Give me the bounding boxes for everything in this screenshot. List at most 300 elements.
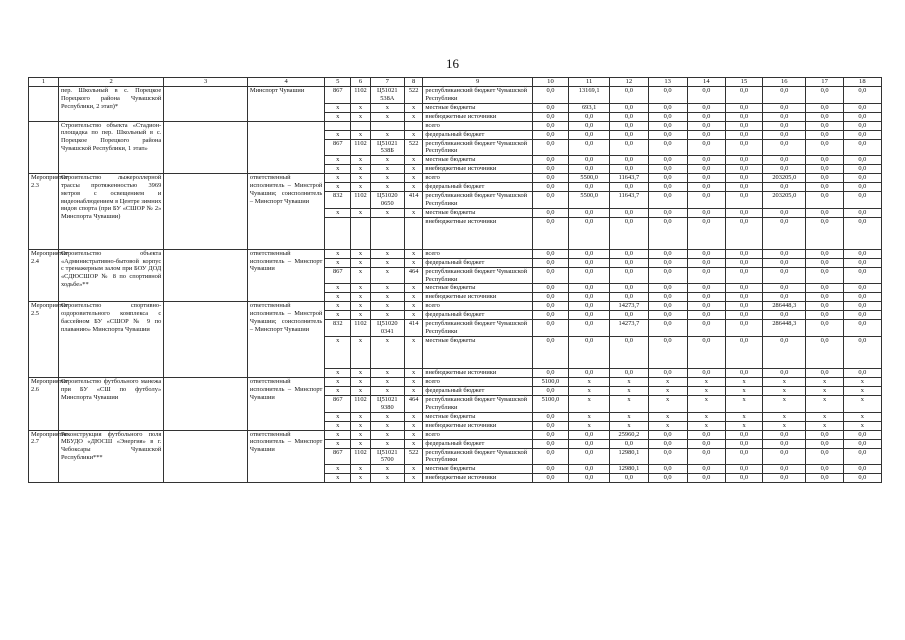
- value-cell: 0,0: [725, 217, 762, 249]
- funding-source: местные бюджеты: [423, 156, 532, 165]
- value-cell: 0,0: [687, 465, 725, 474]
- value-cell: x: [763, 377, 806, 386]
- value-cell: 0,0: [763, 208, 806, 217]
- value-cell: 0,0: [843, 448, 881, 465]
- value-cell: x: [687, 395, 725, 412]
- funding-source: местные бюджеты: [423, 465, 532, 474]
- funding-source: внебюджетные источники: [423, 421, 532, 430]
- value-cell: 0,0: [806, 249, 843, 258]
- value-cell: 0,0: [763, 183, 806, 192]
- value-cell: 0,0: [763, 284, 806, 293]
- funding-source: местные бюджеты: [423, 412, 532, 421]
- code-cell: x: [404, 156, 423, 165]
- value-cell: 0,0: [569, 439, 610, 448]
- code-cell: x: [325, 130, 351, 139]
- code-cell: 522: [404, 87, 423, 104]
- funding-source: всего: [423, 121, 532, 130]
- value-cell: 0,0: [843, 474, 881, 483]
- value-cell: 0,0: [687, 130, 725, 139]
- funding-source: федеральный бюджет: [423, 258, 532, 267]
- value-cell: 0,0: [569, 130, 610, 139]
- value-cell: 0,0: [843, 336, 881, 368]
- empty-cell: [164, 430, 248, 483]
- code-cell: x: [351, 165, 371, 174]
- value-cell: 0,0: [648, 430, 687, 439]
- code-cell: x: [404, 368, 423, 377]
- value-cell: 0,0: [843, 156, 881, 165]
- code-cell: x: [404, 302, 423, 311]
- measure-description: Реконструкция футбольного поля МБУДО «ДЮСШ «Энергия» в г. Чебоксары Чувашской Республики***: [58, 430, 163, 483]
- value-cell: 0,0: [569, 465, 610, 474]
- code-cell: x: [325, 465, 351, 474]
- empty-cell: [164, 174, 248, 250]
- value-cell: 0,0: [806, 192, 843, 209]
- value-cell: 0,0: [806, 320, 843, 337]
- value-cell: 0,0: [806, 336, 843, 368]
- value-cell: 0,0: [687, 258, 725, 267]
- code-cell: 1102: [351, 87, 371, 104]
- code-cell: 867: [325, 395, 351, 412]
- value-cell: 0,0: [532, 439, 568, 448]
- code-cell: x: [404, 130, 423, 139]
- value-cell: 0,0: [843, 311, 881, 320]
- value-cell: 0,0: [806, 217, 843, 249]
- code-cell: [325, 217, 351, 249]
- code-cell: x: [351, 377, 371, 386]
- code-cell: x: [370, 183, 404, 192]
- column-header: 11: [569, 78, 610, 87]
- executor: ответственный исполнитель – Минстрой Чувашии; соисполнитель – Минспорт Чувашии: [247, 174, 324, 250]
- value-cell: 0,0: [763, 112, 806, 121]
- code-cell: x: [370, 174, 404, 183]
- value-cell: x: [648, 395, 687, 412]
- column-header: 4: [247, 78, 324, 87]
- value-cell: 0,0: [648, 217, 687, 249]
- executor: ответственный исполнитель – Минспорт Чувашии: [247, 249, 324, 302]
- value-cell: 0,0: [569, 320, 610, 337]
- value-cell: 0,0: [648, 267, 687, 284]
- value-cell: 0,0: [648, 439, 687, 448]
- value-cell: 0,0: [610, 258, 648, 267]
- value-cell: 0,0: [569, 121, 610, 130]
- value-cell: 0,0: [532, 474, 568, 483]
- value-cell: 0,0: [763, 121, 806, 130]
- value-cell: 0,0: [532, 465, 568, 474]
- funding-source: внебюджетные источники: [423, 293, 532, 302]
- funding-source: местные бюджеты: [423, 103, 532, 112]
- value-cell: x: [569, 386, 610, 395]
- value-cell: 0,0: [687, 293, 725, 302]
- value-cell: 0,0: [806, 130, 843, 139]
- column-header: 17: [806, 78, 843, 87]
- value-cell: 0,0: [725, 208, 762, 217]
- value-cell: x: [843, 395, 881, 412]
- column-header: 15: [725, 78, 762, 87]
- value-cell: x: [763, 412, 806, 421]
- value-cell: 0,0: [569, 336, 610, 368]
- value-cell: 0,0: [532, 386, 568, 395]
- value-cell: 0,0: [806, 87, 843, 104]
- value-cell: 0,0: [610, 249, 648, 258]
- measure-id: [29, 87, 59, 122]
- value-cell: 0,0: [569, 165, 610, 174]
- value-cell: 0,0: [648, 87, 687, 104]
- column-header: 9: [423, 78, 532, 87]
- value-cell: 0,0: [843, 174, 881, 183]
- value-cell: 0,0: [725, 284, 762, 293]
- value-cell: 0,0: [806, 121, 843, 130]
- value-cell: 0,0: [687, 139, 725, 156]
- value-cell: 0,0: [725, 139, 762, 156]
- value-cell: 0,0: [763, 130, 806, 139]
- code-cell: x: [351, 183, 371, 192]
- value-cell: 0,0: [569, 430, 610, 439]
- code-cell: x: [325, 165, 351, 174]
- value-cell: 0,0: [648, 258, 687, 267]
- funding-source: республиканский бюджет Чувашской Республики: [423, 267, 532, 284]
- value-cell: 0,0: [806, 112, 843, 121]
- value-cell: x: [648, 377, 687, 386]
- value-cell: 0,0: [843, 217, 881, 249]
- code-cell: x: [404, 421, 423, 430]
- value-cell: x: [687, 377, 725, 386]
- value-cell: x: [843, 377, 881, 386]
- value-cell: 0,0: [725, 112, 762, 121]
- code-cell: Ц51020 0341: [370, 320, 404, 337]
- funding-source: республиканский бюджет Чувашской Республики: [423, 192, 532, 209]
- code-cell: x: [325, 311, 351, 320]
- value-cell: 0,0: [610, 165, 648, 174]
- funding-source: внебюджетные источники: [423, 368, 532, 377]
- code-cell: x: [351, 267, 371, 284]
- value-cell: 0,0: [763, 156, 806, 165]
- value-cell: 0,0: [843, 293, 881, 302]
- value-cell: 0,0: [725, 267, 762, 284]
- header-row: [29, 78, 882, 87]
- value-cell: x: [763, 386, 806, 395]
- code-cell: 522: [404, 139, 423, 156]
- value-cell: 0,0: [569, 284, 610, 293]
- code-cell: x: [404, 103, 423, 112]
- code-cell: x: [370, 465, 404, 474]
- code-cell: [404, 121, 423, 130]
- value-cell: 0,0: [806, 430, 843, 439]
- executor: ответственный исполнитель – Минспорт Чувашии: [247, 377, 324, 430]
- empty-cell: [164, 121, 248, 174]
- code-cell: x: [370, 386, 404, 395]
- column-header: 12: [610, 78, 648, 87]
- value-cell: x: [725, 412, 762, 421]
- value-cell: 0,0: [610, 336, 648, 368]
- value-cell: 0,0: [843, 87, 881, 104]
- code-cell: 1102: [351, 139, 371, 156]
- code-cell: x: [351, 284, 371, 293]
- code-cell: x: [404, 386, 423, 395]
- value-cell: 0,0: [687, 302, 725, 311]
- value-cell: 0,0: [806, 208, 843, 217]
- value-cell: 0,0: [806, 103, 843, 112]
- value-cell: 0,0: [843, 284, 881, 293]
- table-row: [29, 302, 882, 311]
- value-cell: 0,0: [806, 302, 843, 311]
- table-row: [29, 174, 882, 183]
- value-cell: 0,0: [610, 130, 648, 139]
- code-cell: x: [351, 103, 371, 112]
- code-cell: 832: [325, 320, 351, 337]
- code-cell: x: [351, 130, 371, 139]
- empty-cell: [164, 249, 248, 302]
- code-cell: [351, 121, 371, 130]
- value-cell: x: [648, 421, 687, 430]
- value-cell: 0,0: [648, 368, 687, 377]
- code-cell: x: [404, 465, 423, 474]
- empty-cell: [164, 377, 248, 430]
- value-cell: 0,0: [610, 368, 648, 377]
- value-cell: 0,0: [763, 139, 806, 156]
- code-cell: x: [370, 258, 404, 267]
- value-cell: 0,0: [843, 121, 881, 130]
- code-cell: x: [370, 208, 404, 217]
- value-cell: 0,0: [648, 293, 687, 302]
- value-cell: 5100,0: [532, 377, 568, 386]
- value-cell: 11643,7: [610, 174, 648, 183]
- value-cell: 0,0: [843, 465, 881, 474]
- code-cell: x: [370, 336, 404, 368]
- code-cell: x: [370, 267, 404, 284]
- value-cell: 5100,0: [532, 395, 568, 412]
- value-cell: 0,0: [610, 121, 648, 130]
- funding-source: федеральный бюджет: [423, 130, 532, 139]
- value-cell: 0,0: [843, 430, 881, 439]
- value-cell: 0,0: [763, 165, 806, 174]
- funding-source: местные бюджеты: [423, 208, 532, 217]
- value-cell: 0,0: [532, 320, 568, 337]
- value-cell: 0,0: [843, 139, 881, 156]
- value-cell: x: [687, 421, 725, 430]
- value-cell: 0,0: [763, 217, 806, 249]
- code-cell: x: [404, 112, 423, 121]
- value-cell: 0,0: [532, 165, 568, 174]
- value-cell: 0,0: [806, 267, 843, 284]
- value-cell: 0,0: [806, 439, 843, 448]
- code-cell: x: [325, 174, 351, 183]
- value-cell: 0,0: [725, 103, 762, 112]
- value-cell: 0,0: [687, 208, 725, 217]
- value-cell: 0,0: [687, 368, 725, 377]
- code-cell: x: [351, 421, 371, 430]
- code-cell: x: [404, 249, 423, 258]
- code-cell: x: [325, 474, 351, 483]
- value-cell: 0,0: [843, 439, 881, 448]
- code-cell: x: [351, 368, 371, 377]
- value-cell: 0,0: [806, 165, 843, 174]
- code-cell: x: [404, 412, 423, 421]
- code-cell: x: [325, 430, 351, 439]
- budget-table: [28, 77, 882, 483]
- code-cell: 464: [404, 395, 423, 412]
- code-cell: Ц51021 5700: [370, 448, 404, 465]
- value-cell: x: [725, 377, 762, 386]
- value-cell: x: [806, 421, 843, 430]
- code-cell: 1102: [351, 192, 371, 209]
- funding-source: всего: [423, 174, 532, 183]
- value-cell: x: [610, 395, 648, 412]
- value-cell: 0,0: [843, 103, 881, 112]
- code-cell: x: [351, 156, 371, 165]
- value-cell: 0,0: [532, 302, 568, 311]
- value-cell: 0,0: [532, 121, 568, 130]
- code-cell: x: [370, 293, 404, 302]
- value-cell: 0,0: [806, 258, 843, 267]
- value-cell: 0,0: [648, 103, 687, 112]
- value-cell: 0,0: [806, 368, 843, 377]
- value-cell: 203205,0: [763, 174, 806, 183]
- funding-source: республиканский бюджет Чувашской Республики: [423, 87, 532, 104]
- code-cell: x: [404, 439, 423, 448]
- code-cell: x: [325, 421, 351, 430]
- value-cell: 0,0: [806, 284, 843, 293]
- code-cell: x: [351, 258, 371, 267]
- code-cell: x: [325, 156, 351, 165]
- funding-source: внебюджетные источники: [423, 217, 532, 249]
- value-cell: 0,0: [763, 103, 806, 112]
- value-cell: 0,0: [648, 284, 687, 293]
- code-cell: 414: [404, 192, 423, 209]
- value-cell: 0,0: [569, 267, 610, 284]
- funding-source: федеральный бюджет: [423, 311, 532, 320]
- value-cell: 0,0: [763, 448, 806, 465]
- value-cell: x: [843, 421, 881, 430]
- value-cell: 0,0: [687, 336, 725, 368]
- funding-source: федеральный бюджет: [423, 439, 532, 448]
- value-cell: 0,0: [532, 421, 568, 430]
- code-cell: x: [325, 336, 351, 368]
- value-cell: 0,0: [806, 448, 843, 465]
- value-cell: 0,0: [843, 302, 881, 311]
- value-cell: 0,0: [648, 320, 687, 337]
- value-cell: 0,0: [610, 284, 648, 293]
- value-cell: 0,0: [725, 430, 762, 439]
- executor: [247, 121, 324, 174]
- code-cell: Ц51021 538Б: [370, 139, 404, 156]
- value-cell: 0,0: [725, 165, 762, 174]
- executor: ответственный исполнитель – Минспорт Чувашии: [247, 430, 324, 483]
- value-cell: 0,0: [725, 293, 762, 302]
- value-cell: 0,0: [806, 174, 843, 183]
- funding-source: внебюджетные источники: [423, 474, 532, 483]
- value-cell: 0,0: [725, 439, 762, 448]
- value-cell: 0,0: [648, 208, 687, 217]
- code-cell: 867: [325, 448, 351, 465]
- funding-source: всего: [423, 249, 532, 258]
- value-cell: 0,0: [532, 217, 568, 249]
- code-cell: x: [325, 249, 351, 258]
- value-cell: 0,0: [687, 474, 725, 483]
- funding-source: федеральный бюджет: [423, 183, 532, 192]
- value-cell: 0,0: [843, 112, 881, 121]
- value-cell: x: [806, 412, 843, 421]
- code-cell: Ц51020 0650: [370, 192, 404, 209]
- value-cell: 0,0: [532, 174, 568, 183]
- value-cell: x: [648, 386, 687, 395]
- value-cell: 0,0: [806, 474, 843, 483]
- value-cell: 0,0: [532, 284, 568, 293]
- funding-source: внебюджетные источники: [423, 165, 532, 174]
- value-cell: 0,0: [687, 192, 725, 209]
- code-cell: x: [370, 421, 404, 430]
- value-cell: 0,0: [569, 448, 610, 465]
- code-cell: x: [351, 474, 371, 483]
- value-cell: 0,0: [806, 293, 843, 302]
- column-header: 14: [687, 78, 725, 87]
- value-cell: 0,0: [687, 430, 725, 439]
- value-cell: 0,0: [725, 249, 762, 258]
- code-cell: x: [325, 284, 351, 293]
- value-cell: 25960,2: [610, 430, 648, 439]
- code-cell: x: [404, 258, 423, 267]
- value-cell: 0,0: [532, 311, 568, 320]
- column-header: 13: [648, 78, 687, 87]
- table-row: [29, 377, 882, 386]
- measure-id: Мероприятие 2.6: [29, 377, 59, 430]
- funding-source: республиканский бюджет Чувашской Республики: [423, 448, 532, 465]
- measure-id: Мероприятие 2.4: [29, 249, 59, 302]
- code-cell: x: [404, 293, 423, 302]
- value-cell: 0,0: [763, 336, 806, 368]
- code-cell: Ц51021 538А: [370, 87, 404, 104]
- value-cell: 0,0: [532, 258, 568, 267]
- code-cell: x: [351, 439, 371, 448]
- value-cell: 0,0: [725, 368, 762, 377]
- value-cell: x: [569, 377, 610, 386]
- value-cell: 0,0: [687, 448, 725, 465]
- value-cell: 0,0: [687, 320, 725, 337]
- value-cell: 0,0: [687, 284, 725, 293]
- code-cell: 464: [404, 267, 423, 284]
- value-cell: 0,0: [843, 192, 881, 209]
- value-cell: 0,0: [648, 156, 687, 165]
- code-cell: x: [325, 302, 351, 311]
- value-cell: 0,0: [843, 368, 881, 377]
- value-cell: 0,0: [763, 311, 806, 320]
- value-cell: 0,0: [763, 87, 806, 104]
- code-cell: x: [325, 386, 351, 395]
- value-cell: 0,0: [843, 208, 881, 217]
- code-cell: x: [351, 112, 371, 121]
- executor: Минспорт Чувашии: [247, 87, 324, 122]
- value-cell: 0,0: [687, 165, 725, 174]
- column-header: 10: [532, 78, 568, 87]
- value-cell: 0,0: [648, 192, 687, 209]
- value-cell: 0,0: [610, 208, 648, 217]
- value-cell: 14273,7: [610, 320, 648, 337]
- empty-cell: [164, 87, 248, 122]
- value-cell: 0,0: [610, 217, 648, 249]
- value-cell: 0,0: [687, 267, 725, 284]
- value-cell: 0,0: [532, 130, 568, 139]
- value-cell: 5500,0: [569, 174, 610, 183]
- value-cell: x: [687, 386, 725, 395]
- table-row: [29, 87, 882, 104]
- value-cell: 0,0: [687, 156, 725, 165]
- value-cell: 14273,7: [610, 302, 648, 311]
- code-cell: x: [404, 430, 423, 439]
- code-cell: x: [325, 208, 351, 217]
- value-cell: x: [725, 386, 762, 395]
- code-cell: x: [351, 302, 371, 311]
- value-cell: 0,0: [687, 183, 725, 192]
- column-header: 16: [763, 78, 806, 87]
